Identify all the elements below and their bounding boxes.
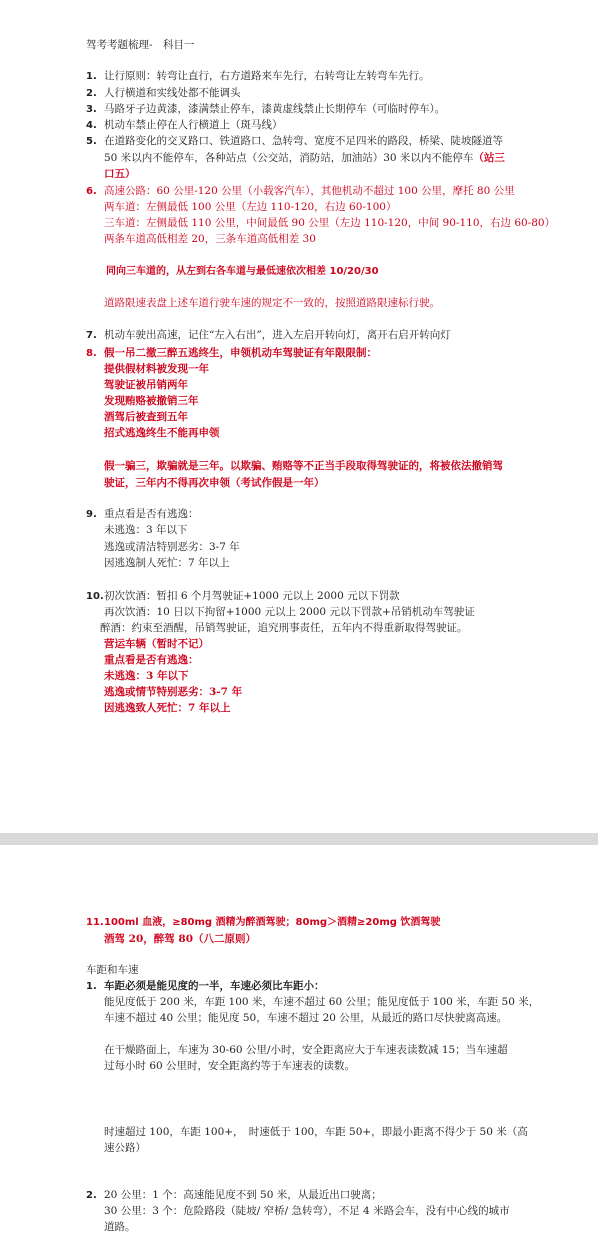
item-number: 3. (86, 104, 97, 115)
item-text: 人行横道和实线处都不能调头 (104, 87, 241, 99)
item-text: 重点看是否有逃逸： (104, 508, 199, 520)
item-text: 醉酒：约束至酒醒，吊销驾驶证，追究刑事责任，五年内不得重新取得驾驶证。 (100, 622, 468, 634)
item-text: 假一吊二撤三醉五逃终生，申领机动车驾驶证有年限限制： (104, 347, 377, 359)
item-text: 酒驾后被查到五年 (104, 411, 188, 423)
item-text: 重点看是否有逃逸： (104, 654, 199, 666)
paragraph-text: 在干燥路面上，车速为 30-60 公里/小时，安全距离应大于车速表读数减 15；当车速超 (104, 1044, 508, 1056)
item-text: 未逃逸：3 年以下 (104, 670, 189, 682)
document-title: 驾考考题梳理- 科目一 (86, 39, 195, 51)
item-text: 再次饮酒：10 日以下拘留+1000 元以上 2000 元以下罚款+吊销机动车驾驶证 (104, 606, 475, 618)
item-number: 2. (86, 88, 97, 99)
item-text: 营运车辆（暂时不记） (104, 638, 209, 650)
paragraph-text: 速公路） (104, 1142, 146, 1154)
item-number: 9. (86, 509, 97, 520)
item-number: 2. (86, 1190, 97, 1201)
highlight-text: （站三 (473, 152, 505, 164)
paragraph-text: 驶证，三年内不得再次申领（考试作假是一年） (104, 477, 325, 489)
note-text: 道路限速表盘上述车道行驶车速的规定不一致的，按照道路限速标行驶。 (104, 297, 440, 309)
item-text: 机动车禁止停在人行横道上（斑马线） (104, 119, 283, 131)
paragraph-text: 过每小时 60 公里时，安全距离约等于车速表的读数。 (104, 1060, 356, 1072)
item-text-part: 50 米以内不能停车，各种站点（公交站，消防站，加油站）30 米以内不能停车 (104, 152, 474, 164)
item-text: 提供假材料被发现一年 (104, 363, 209, 375)
item-text: 在道路变化的交叉路口、铁道路口、急转弯、宽度不足四米的路段，桥梁、陡坡隧道等 (104, 135, 503, 147)
item-text: 车速不超过 40 公里；能见度 50，车速不超过 20 公里，从最近的路口尽快驶离高速。 (104, 1012, 508, 1024)
item-text: 20 公里：1 个：高速能见度不到 50 米，从最近出口驶离； (104, 1189, 382, 1201)
item-number: 1. (86, 71, 97, 82)
item-number: 4. (86, 120, 97, 131)
item-text: 马路牙子边黄漆，漆满禁止停车，漆黄虚线禁止长期停车（可临时停车）。 (104, 103, 446, 115)
item-text: 未逃逸：3 年以下 (104, 524, 188, 536)
item-text: 30 公里：3 个：危险路段（陡坡/ 窄桥/ 急转弯），不足 4 米路会车，没有中心线的城市 (104, 1205, 510, 1217)
paragraph-text: 假一骗三，欺骗就是三年。以欺骗、贿赂等不正当手段取得驾驶证的，将被依法撤销驾 (104, 460, 503, 472)
item-text: 道路。 (104, 1221, 136, 1233)
item-text: 招式逃逸终生不能再申领 (104, 427, 220, 439)
item-text: 初次饮酒：暂扣 6 个月驾驶证+1000 元以上 2000 元以下罚款 (104, 590, 400, 602)
item-text: 机动车驶出高速，记住“左入右出”，进入左启开转向灯，离开右启开转向灯 (104, 329, 451, 341)
item-text: 三车道：左侧最低 110 公里，中间最低 90 公里（左边 110-120，中间 90-110，右边 60-80） (104, 217, 556, 229)
item-number: 8. (86, 348, 97, 359)
item-number: 5. (86, 136, 97, 147)
section-heading: 车距和车速 (86, 964, 139, 976)
paragraph-text: 时速超过 100，车距 100+， 时速低于 100，车距 50+，即最小距离不得少于 50 米（高 (104, 1126, 528, 1138)
item-text: 发现贿赂被撤销三年 (104, 395, 199, 407)
document-page-2 (0, 845, 598, 1240)
item-text: 让行原则：转弯让直行，右方道路来车先行，右转弯让左转弯车先行。 (104, 70, 430, 82)
page-separator (0, 833, 598, 845)
item-text: 高速公路：60 公里-120 公里（小载客汽车），其他机动不超过 100 公里，摩托 80 公里 (104, 185, 515, 197)
item-text: 因逃逸制人死忙：7 年以上 (104, 557, 230, 569)
item-number: 7. (86, 330, 97, 341)
highlight-note: 同向三车道的，从左到右各车道与最低速依次相差 10/20/30 (106, 266, 379, 277)
item-title: 车距必须是能见度的一半，车速必须比车距小： (104, 980, 325, 992)
item-text: 能见度低于 200 米，车距 100 米，车速不超过 60 公里；能见度低于 100 米，车距 50 米， (104, 996, 540, 1008)
item-text: 两条车道高低相差 20，三条车道高低相差 30 (104, 233, 316, 245)
item-text: 逃逸或情节特别恶劣：3-7 年 (104, 686, 243, 698)
item-number: 1. (86, 981, 97, 992)
item-text: 驾驶证被吊销两年 (104, 379, 188, 391)
item-number: 10. (86, 591, 104, 602)
item-text: 因逃逸致人死忙：7 年以上 (104, 702, 231, 714)
item-text: 100ml 血液，≥80mg 酒精为醉酒驾驶；80mg＞酒精≥20mg 饮酒驾驶 (104, 917, 441, 928)
item-text: 逃逸或清洁特别恶劣：3-7 年 (104, 541, 240, 553)
highlight-text: 口五） (104, 168, 136, 180)
item-text: 两车道：左侧最低 100 公里（左边 110-120，右边 60-100） (104, 201, 397, 213)
item-number: 11. (86, 917, 104, 928)
item-number: 6. (86, 186, 97, 197)
item-text: 酒驾 20，醉驾 80（八二原则） (104, 933, 257, 945)
item-text (104, 150, 505, 167)
